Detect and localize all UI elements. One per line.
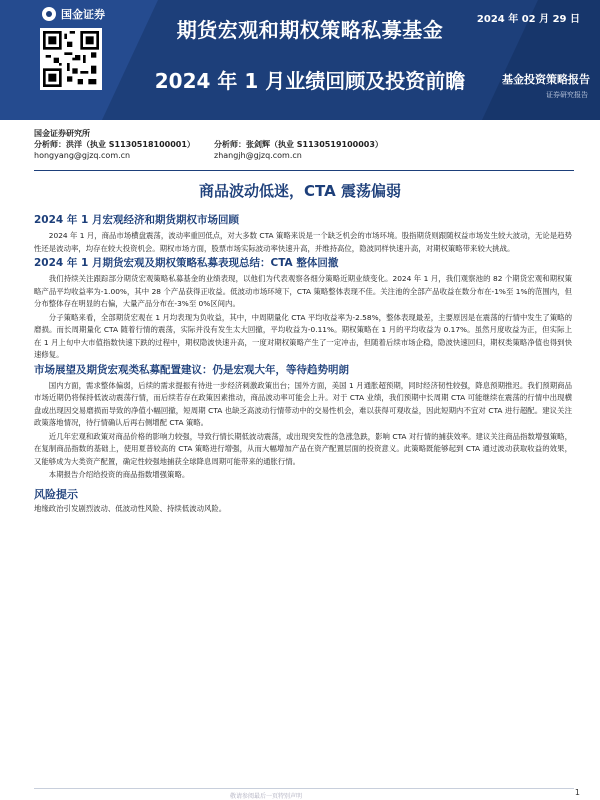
analyst-row bbox=[34, 139, 574, 161]
paragraph: 本期报告介绍给投资的商品指数增强策略。 bbox=[48, 470, 190, 479]
report-title-line1: 期货宏观和期权策略私募基金 bbox=[176, 18, 444, 42]
report-title-line2: 2024 年 1 月业绩回顾及投资前瞻 bbox=[154, 69, 466, 93]
report-date: 2024 年 02 月 29 日 bbox=[476, 14, 580, 25]
analyst-1-label: 分析师：洪洋（执业 S1130518100001） bbox=[34, 140, 195, 149]
logo-icon bbox=[42, 7, 56, 21]
report-subtype: 证券研究报告 bbox=[546, 91, 588, 99]
report-body bbox=[34, 212, 572, 516]
report-header bbox=[0, 0, 600, 120]
section-heading: 2024 年 1 月期货宏观及期权策略私募表现总结：CTA 整体回撤 bbox=[34, 257, 339, 269]
analyst-2 bbox=[214, 139, 434, 161]
page-number: 1 bbox=[574, 788, 580, 797]
page-footer bbox=[0, 786, 600, 800]
paragraph: 近几年宏观和政策对商品价格的影响力较强，导致行情长期低波动震荡，或出现突发性的急涨急跌，影响 CTA 对行情的捕获效率。建议关注商品指数增强策略，在复制商品指数的基础上，使用夏普较高的 CTA 策略进行增强，从而大幅增加产品在资产配置层面的投资意义。此策略既能够起到 CTA 通过波动获取收益的效果，又能够成为大类资产配置，确定性较强地捕获全球降息周期可能带来的通胀行情。 bbox=[34, 431, 572, 466]
risk-heading: 风险提示 bbox=[34, 487, 78, 501]
section-divider bbox=[34, 170, 574, 171]
analyst-1-email[interactable]: hongyang@gjzq.com.cn bbox=[34, 151, 131, 160]
footer-divider bbox=[34, 788, 574, 789]
paragraph: 我们持续关注跟踪部分期货宏观策略私募基金的业绩表现，以他们为代表观察各细分策略近期业绩变化。2024 年 1 月，我们观察池的 82 个期货宏观和期权策略产品平均收益率为-1.00%，其中 28 个产品获得正收益。低波动市场环境下，CTA 策略整体表现不佳。关注池的全部产品收益在数分布在-1%至 1%的范围内，但分布整体存在明显的右偏，大量产品分布在-3%至 0%区间内。 bbox=[34, 274, 572, 308]
analyst-2-email[interactable]: zhangjh@gjzq.com.cn bbox=[214, 151, 302, 160]
logo-text: 国金证券 bbox=[61, 8, 105, 21]
section-heading: 市场展望及期货宏观类私募配置建议：仍是宏观大年，等待趋势明朗 bbox=[34, 363, 349, 376]
institute-name: 国金证券研究所 bbox=[34, 129, 90, 138]
main-title: 商品波动低迷，CTA 震荡偏弱 bbox=[199, 182, 401, 200]
paragraph: 分子策略来看，全部期货宏观在 1 月均表现为负收益，其中，中周期量化 CTA 平均收益率为-2.58%，整体表现最差，主要原因是在震荡的行情中发生了策略的磨损。而长周期量化 CTA 随着行情的震荡，实际并没有发生太大回撤，平均收益为-0.11%。期权策略在 1 月的平均收益为 0.17%。虽然月度收益为正，但实际上在 1 月上旬中大市值指数快速下跌的过程中，期权隐波快速升高，一度对期权策略产生了一定冲击，但随着后续市场企稳，隐波快速回归，期权类策略净值也得到快速修复。 bbox=[34, 312, 572, 359]
paragraph: 国内方面，需求整体偏弱，后续的需求提振有待进一步经济刺激政策出台；国外方面，美国 1 月通胀超预期，同时经济韧性较强，降息预期推迟。我们预期商品市场近期仍将保持低波动震荡行情，而后续若存在政策因素推动，商品波动率可能会上升。对于 CTA 业绩，我们预期中长周期 CTA 可能继续在震荡的行情中出现横盘或出现因交易磨损而导致的净值小幅回撤，短周期 CTA 也缺乏高波动行情带动中的交易性机会，难以获得可观收益，因此短期内不宜对 CTA 进行超配。建议关注政策落地情况，待行情确认后再右侧增配 CTA 策略。 bbox=[34, 380, 572, 427]
brand-logo bbox=[42, 6, 105, 22]
risk-text: 地缘政治引发剧烈波动、低波动性风险、持续低波动风险。 bbox=[34, 503, 227, 513]
report-type: 基金投资策略报告 bbox=[502, 73, 590, 86]
analyst-1 bbox=[34, 139, 214, 161]
qr-code-icon bbox=[40, 28, 102, 90]
footer-disclaimer: 敬请参阅最后一页特别声明 bbox=[230, 793, 303, 800]
analyst-2-label: 分析师：张剑辉（执业 S1130519100003） bbox=[214, 140, 383, 149]
paragraph: 2024 年 1 月，商品市场横盘震荡，波动率重回低点，对大多数 CTA 策略来说是一个缺乏机会的市场环境。股指期货则跟随权益市场发生较大波动，无论是趋势性还是波动率，均存在较大投资机会。期权市场方面，股票市场实际波动率快速升高，并维持高位，隐波同样快速升高，对期权策略带来较大挑战。 bbox=[34, 231, 572, 253]
section-heading: 2024 年 1 月宏观经济和期货期权市场回顾 bbox=[34, 214, 239, 226]
author-block bbox=[34, 128, 574, 161]
